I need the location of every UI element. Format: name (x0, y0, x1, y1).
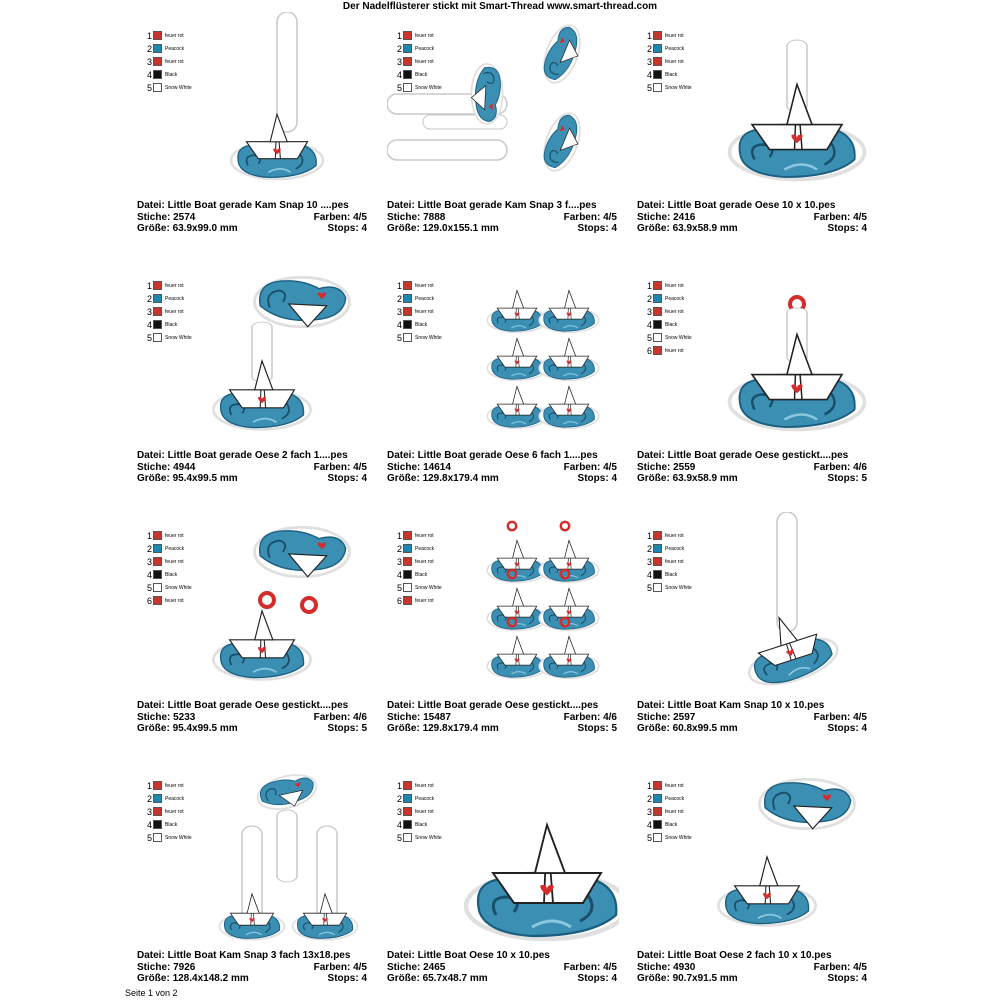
stop-count: Stops: 5 (327, 723, 367, 734)
file-name: Datei: Little Boat Kam Snap 3 fach 13x18.pes (137, 950, 351, 961)
thread-number: 2 (146, 43, 152, 54)
thread-number: 2 (396, 543, 402, 554)
thread-number: 4 (396, 819, 402, 830)
design-size: Größe: 65.7x48.7 mm (387, 973, 488, 984)
thread-name: Black (415, 321, 428, 328)
thread-number: 5 (646, 332, 652, 343)
thread-name: feuer rot (165, 782, 184, 789)
thread-number: 4 (146, 819, 152, 830)
color-count: Farben: 4/6 (813, 461, 867, 473)
file-name: Datei: Little Boat gerade Oese 2 fach 1....pes (137, 450, 348, 461)
thread-number: 1 (146, 280, 152, 291)
thread-name: feuer rot (665, 32, 684, 39)
design-card (637, 262, 869, 488)
stitch-count: Stiche: 5233 (137, 711, 196, 723)
color-count: Farben: 4/5 (563, 211, 617, 223)
thread-number: 2 (646, 543, 652, 554)
thread-name: Peacock (665, 545, 685, 552)
thread-number: 1 (646, 280, 652, 291)
design-card (387, 762, 619, 988)
thread-name: Black (415, 821, 428, 828)
stop-count: Stops: 4 (327, 973, 367, 984)
thread-number: 4 (646, 69, 652, 80)
stop-count: Stops: 4 (827, 973, 867, 984)
thread-number: 4 (396, 319, 402, 330)
design-info (137, 450, 367, 485)
design-info (387, 450, 617, 485)
thread-number: 1 (396, 780, 402, 791)
design-size: Größe: 128.4x148.2 mm (137, 973, 249, 984)
thread-name: Snow White (165, 834, 192, 841)
thread-number: 6 (146, 595, 152, 606)
color-count: Farben: 4/6 (313, 711, 367, 723)
color-count: Farben: 4/5 (313, 961, 367, 973)
thread-number: 5 (396, 332, 402, 343)
color-count: Farben: 4/5 (563, 461, 617, 473)
thread-number: 5 (396, 82, 402, 93)
thread-name: Peacock (415, 295, 435, 302)
embroidery-preview (387, 762, 619, 947)
thread-number: 5 (646, 82, 652, 93)
thread-number: 2 (146, 793, 152, 804)
design-info (637, 700, 867, 735)
design-size: Größe: 60.8x99.5 mm (637, 723, 738, 734)
thread-number: 4 (396, 569, 402, 580)
thread-name: Black (665, 821, 678, 828)
stop-count: Stops: 4 (327, 473, 367, 484)
thread-number: 1 (646, 530, 652, 541)
stop-count: Stops: 5 (577, 723, 617, 734)
thread-number: 3 (646, 306, 652, 317)
thread-name: feuer rot (665, 532, 684, 539)
thread-name: Snow White (165, 334, 192, 341)
stop-count: Stops: 5 (827, 473, 867, 484)
color-count: Farben: 4/5 (563, 961, 617, 973)
thread-name: feuer rot (415, 558, 434, 565)
stitch-count: Stiche: 2416 (637, 211, 696, 223)
thread-number: 4 (146, 69, 152, 80)
design-card (637, 12, 869, 238)
design-card (137, 12, 369, 238)
thread-number: 5 (646, 582, 652, 593)
thread-number: 1 (396, 530, 402, 541)
thread-name: feuer rot (165, 532, 184, 539)
thread-name: Peacock (665, 45, 685, 52)
thread-name: feuer rot (415, 32, 434, 39)
page-header: Der Nadelflüsterer stickt mit Smart-Thread www.smart-thread.com (342, 1, 658, 12)
thread-name: feuer rot (165, 282, 184, 289)
embroidery-preview (387, 512, 619, 697)
thread-number: 5 (146, 832, 152, 843)
stop-count: Stops: 4 (827, 723, 867, 734)
thread-number: 1 (646, 30, 652, 41)
thread-name: Black (665, 321, 678, 328)
thread-number: 2 (146, 293, 152, 304)
thread-name: Black (165, 71, 178, 78)
design-card (137, 262, 369, 488)
stitch-count: Stiche: 14614 (387, 461, 451, 473)
thread-name: Black (415, 571, 428, 578)
file-name: Datei: Little Boat gerade Kam Snap 10 ....pes (137, 200, 349, 211)
thread-name: Black (165, 571, 178, 578)
design-size: Größe: 63.9x58.9 mm (637, 223, 738, 234)
design-info (387, 700, 617, 735)
file-name: Datei: Little Boat gerade Oese gestickt....pes (637, 450, 849, 461)
thread-name: Peacock (415, 795, 435, 802)
thread-number: 3 (146, 806, 152, 817)
design-info (387, 200, 617, 235)
thread-number: 2 (396, 293, 402, 304)
thread-name: Black (165, 321, 178, 328)
thread-name: Black (415, 71, 428, 78)
thread-number: 3 (146, 56, 152, 67)
thread-name: Snow White (165, 584, 192, 591)
file-name: Datei: Little Boat Oese 10 x 10.pes (387, 950, 550, 961)
thread-name: feuer rot (415, 308, 434, 315)
thread-number: 5 (646, 832, 652, 843)
thread-name: feuer rot (415, 58, 434, 65)
stitch-count: Stiche: 7888 (387, 211, 446, 223)
thread-name: Snow White (415, 84, 442, 91)
stitch-count: Stiche: 15487 (387, 711, 451, 723)
thread-number: 6 (646, 345, 652, 356)
design-card (387, 262, 619, 488)
thread-name: Snow White (665, 584, 692, 591)
file-name: Datei: Little Boat Oese 2 fach 10 x 10.pes (637, 950, 832, 961)
thread-number: 4 (146, 569, 152, 580)
stitch-count: Stiche: 7926 (137, 961, 196, 973)
design-info (637, 950, 867, 985)
design-card (637, 762, 869, 988)
thread-number: 5 (146, 82, 152, 93)
thread-number: 3 (646, 806, 652, 817)
thread-name: Peacock (665, 295, 685, 302)
embroidery-preview (637, 262, 869, 447)
thread-number: 5 (146, 582, 152, 593)
embroidery-preview (387, 12, 619, 197)
design-size: Größe: 63.9x99.0 mm (137, 223, 238, 234)
thread-number: 3 (146, 556, 152, 567)
color-count: Farben: 4/5 (313, 461, 367, 473)
thread-name: feuer rot (165, 558, 184, 565)
design-size: Größe: 90.7x91.5 mm (637, 973, 738, 984)
thread-name: feuer rot (665, 308, 684, 315)
thread-number: 5 (396, 582, 402, 593)
thread-name: feuer rot (415, 532, 434, 539)
stitch-count: Stiche: 2574 (137, 211, 196, 223)
embroidery-preview (637, 512, 869, 697)
thread-name: Snow White (165, 84, 192, 91)
embroidery-preview (637, 12, 869, 197)
thread-name: Snow White (415, 584, 442, 591)
thread-number: 4 (146, 319, 152, 330)
design-size: Größe: 95.4x99.5 mm (137, 723, 238, 734)
thread-number: 4 (396, 69, 402, 80)
color-count: Farben: 4/5 (813, 711, 867, 723)
color-count: Farben: 4/5 (813, 961, 867, 973)
thread-name: Black (665, 71, 678, 78)
embroidery-preview (137, 12, 369, 197)
thread-name: Snow White (415, 834, 442, 841)
design-size: Größe: 129.8x179.4 mm (387, 473, 499, 484)
thread-name: feuer rot (665, 558, 684, 565)
thread-number: 2 (646, 293, 652, 304)
thread-number: 5 (396, 832, 402, 843)
thread-number: 2 (646, 43, 652, 54)
thread-name: feuer rot (415, 282, 434, 289)
thread-number: 3 (396, 306, 402, 317)
design-card (387, 512, 619, 738)
thread-name: Peacock (165, 45, 185, 52)
thread-number: 1 (146, 30, 152, 41)
file-name: Datei: Little Boat gerade Oese gestickt....pes (137, 700, 349, 711)
thread-name: Snow White (665, 834, 692, 841)
embroidery-preview (387, 262, 619, 447)
thread-number: 2 (646, 793, 652, 804)
page-footer: Seite 1 von 2 (125, 988, 178, 998)
thread-name: Peacock (415, 45, 435, 52)
thread-name: feuer rot (165, 808, 184, 815)
thread-number: 1 (146, 530, 152, 541)
design-info (387, 950, 617, 985)
thread-number: 1 (146, 780, 152, 791)
stop-count: Stops: 4 (327, 223, 367, 234)
file-name: Datei: Little Boat gerade Oese gestickt....pes (387, 700, 599, 711)
thread-number: 3 (146, 306, 152, 317)
stop-count: Stops: 4 (827, 223, 867, 234)
embroidery-preview (637, 762, 869, 947)
thread-number: 4 (646, 819, 652, 830)
stitch-count: Stiche: 4944 (137, 461, 196, 473)
embroidery-preview (137, 762, 369, 947)
thread-number: 3 (646, 556, 652, 567)
stop-count: Stops: 4 (577, 973, 617, 984)
stop-count: Stops: 4 (577, 473, 617, 484)
design-card (137, 512, 369, 738)
thread-name: feuer rot (415, 808, 434, 815)
color-count: Farben: 4/5 (813, 211, 867, 223)
thread-name: feuer rot (165, 58, 184, 65)
thread-name: feuer rot (415, 597, 434, 604)
design-size: Größe: 95.4x99.5 mm (137, 473, 238, 484)
thread-name: Peacock (415, 545, 435, 552)
color-count: Farben: 4/5 (313, 211, 367, 223)
design-size: Größe: 63.9x58.9 mm (637, 473, 738, 484)
thread-number: 1 (396, 30, 402, 41)
thread-number: 6 (396, 595, 402, 606)
stitch-count: Stiche: 2559 (637, 461, 696, 473)
thread-name: feuer rot (415, 782, 434, 789)
thread-name: Peacock (165, 795, 185, 802)
design-info (137, 700, 367, 735)
thread-name: Peacock (165, 545, 185, 552)
embroidery-preview (137, 512, 369, 697)
design-info (637, 200, 867, 235)
thread-name: feuer rot (165, 597, 184, 604)
thread-number: 3 (396, 56, 402, 67)
design-info (137, 950, 367, 985)
stitch-count: Stiche: 2465 (387, 961, 446, 973)
design-size: Größe: 129.0x155.1 mm (387, 223, 499, 234)
thread-number: 3 (396, 556, 402, 567)
thread-name: Snow White (415, 334, 442, 341)
file-name: Datei: Little Boat Kam Snap 10 x 10.pes (637, 700, 825, 711)
thread-number: 3 (646, 56, 652, 67)
thread-name: feuer rot (665, 782, 684, 789)
design-card (637, 512, 869, 738)
thread-number: 2 (396, 793, 402, 804)
stitch-count: Stiche: 2597 (637, 711, 696, 723)
thread-name: feuer rot (665, 808, 684, 815)
thread-name: feuer rot (165, 32, 184, 39)
thread-name: Snow White (665, 84, 692, 91)
design-card (137, 762, 369, 988)
thread-number: 1 (396, 280, 402, 291)
thread-number: 5 (146, 332, 152, 343)
color-count: Farben: 4/6 (563, 711, 617, 723)
design-card (387, 12, 619, 238)
thread-number: 2 (396, 43, 402, 54)
design-info (637, 450, 867, 485)
thread-name: feuer rot (665, 58, 684, 65)
thread-name: Peacock (165, 295, 185, 302)
file-name: Datei: Little Boat gerade Oese 6 fach 1....pes (387, 450, 598, 461)
file-name: Datei: Little Boat gerade Kam Snap 3 f....pes (387, 200, 597, 211)
thread-name: Peacock (665, 795, 685, 802)
design-info (137, 200, 367, 235)
thread-name: feuer rot (665, 282, 684, 289)
stop-count: Stops: 4 (577, 223, 617, 234)
thread-name: Black (665, 571, 678, 578)
thread-name: Black (165, 821, 178, 828)
thread-number: 4 (646, 319, 652, 330)
thread-number: 3 (396, 806, 402, 817)
thread-name: feuer rot (665, 347, 684, 354)
stitch-count: Stiche: 4930 (637, 961, 696, 973)
file-name: Datei: Little Boat gerade Oese 10 x 10.pes (637, 200, 836, 211)
thread-number: 4 (646, 569, 652, 580)
thread-number: 2 (146, 543, 152, 554)
embroidery-preview (137, 262, 369, 447)
thread-name: feuer rot (165, 308, 184, 315)
thread-number: 1 (646, 780, 652, 791)
thread-name: Snow White (665, 334, 692, 341)
design-size: Größe: 129.8x179.4 mm (387, 723, 499, 734)
